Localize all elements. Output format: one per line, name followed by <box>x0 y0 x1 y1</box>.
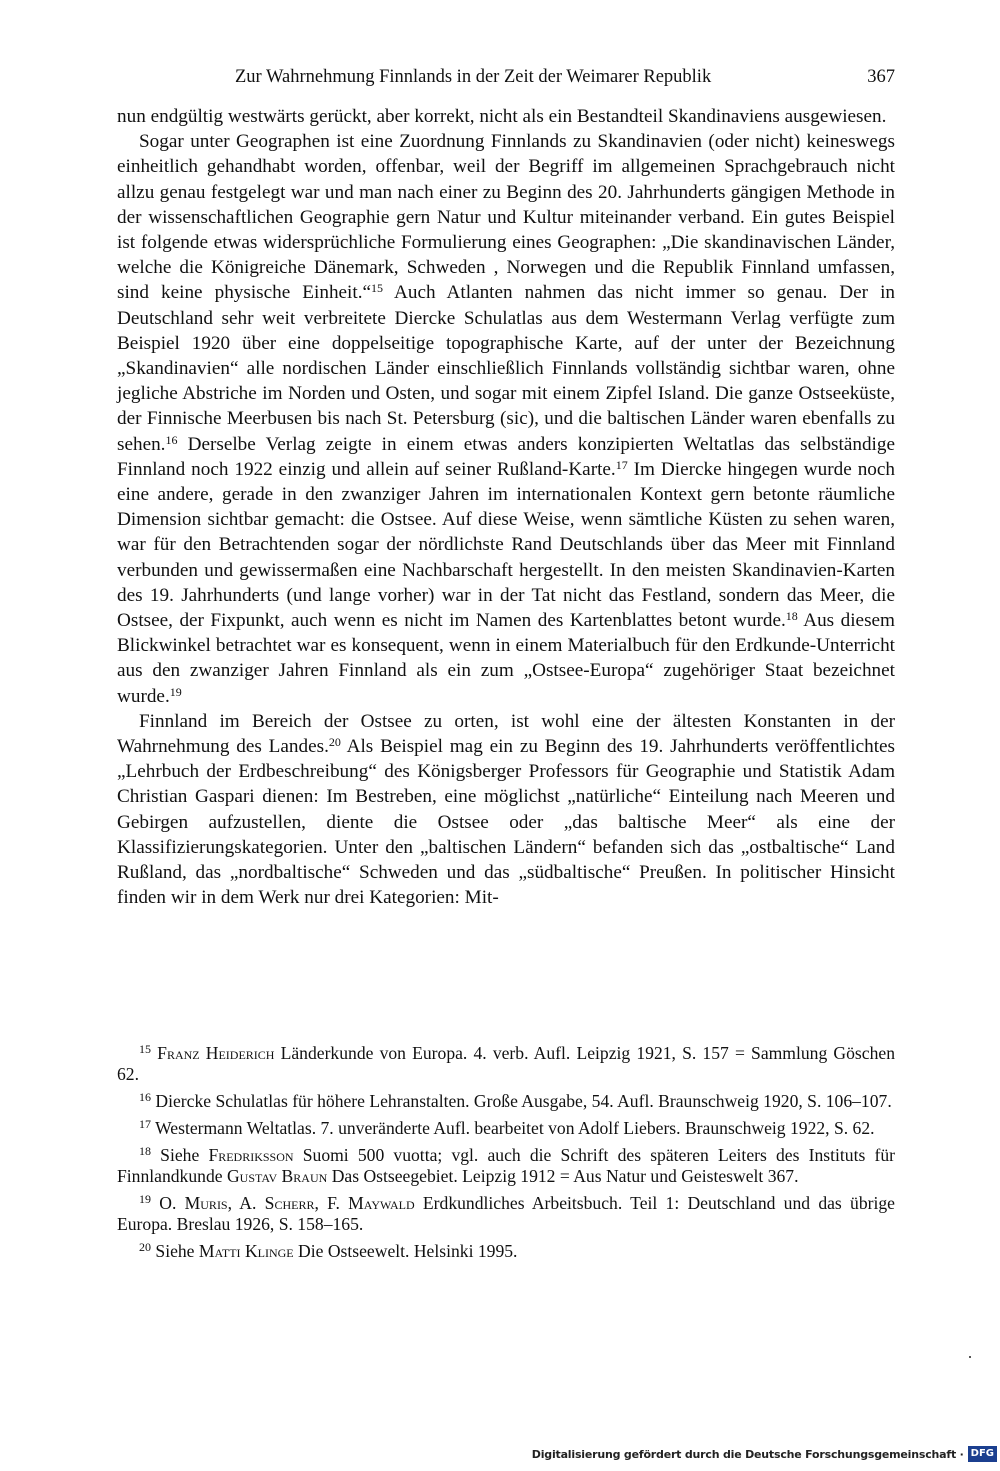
footnote-ref-18[interactable]: 18 <box>785 609 798 624</box>
digitization-credit <box>532 1445 997 1463</box>
footnote-15: $^{15}$ Franz Heiderich Länderkunde von Europa. 4. verb. Aufl. Leipzig 1921, S. 157 = Sammlung Göschen 62. <box>117 1042 895 1084</box>
dfg-logo-icon: DFG <box>968 1446 997 1462</box>
scan-speck <box>969 1356 971 1358</box>
paragraph-2: Sogar unter Geographen ist eine Zuordnung Finnlands zu Skandinavien (oder nicht) keineswegs einheitlich gehandhabt worden, offenbar, weil der Begriff im allgemeinen Sprachgebrauch nicht allzu genau festgelegt war und man nach einer zu Beginn des 20. Jahrhunderts gängigen Methode in der wissenschaftlichen Geographie gern Natur und Kultur miteinander verband. Ein gutes Beispiel ist folgende etwas widersprüchliche Formulierung eines Geographen: „Die skandinavischen Länder, welche die Königreiche Dänemark, Schweden , Norwegen und die Republik Finnland umfassen, sind keine physische Einheit.“$^{15}$ Auch Atlanten nahmen das nicht immer so genau. Der in Deutschland sehr weit verbreitete Diercke Schulatlas aus dem Westermann Verlag verfügte zum Beispiel 1920 über eine doppelseitige topographische Karte, auf der unter der Bezeichnung „Skandinavien“ alle nordischen Länder einschließlich Finnlands vollständig sichtbar waren, ohne jegliche Abstriche im Norden und Osten, und sogar mit einem Zipfel Island. Die ganze Ostseeküste, der Finnische Meerbusen bis nach St. Petersburg (sic), und die baltischen Länder waren ebenfalls zu sehen.$^{16}$ Derselbe Verlag zeigte in einem etwas anders konzipierten Weltatlas das selbständige Finnland noch 1922 einzig und allein auf seiner Rußland-Karte.$^{17}$ Im Diercke hingegen wurde noch eine andere, gerade in den zwanziger Jahren im internationalen Kontext gern betonte räumliche Dimension sichtbar gemacht: die Ostsee. Auf diese Weise, wenn sämtliche Küsten zu sehen waren, war für den Betrachtenden sogar der nördlichste Rand Deutschlands über das Meer mit Finnland verbunden und gewissermaßen eine Nachbarschaft hergestellt. In den meisten Skandinavien-Karten des 19. Jahrhunderts (und lange vorher) war in der Tat nicht das Festland, sondern das Meer, die Ostsee, der Fixpunkt, auch wenn es nicht im Namen des Kartenblattes betont wurde.$^{18}$ Aus diesem Blickwinkel betrachtet war es konsequent, wenn in einem Materialbuch für den Erdkunde-Unterricht aus den zwanziger Jahren Finnland als ein zum „Ostsee-Europa“ zugehöriger Staat bezeichnet wurde.$^{19}$ <box>117 131 895 707</box>
paragraph-3: Finnland im Bereich der Ostsee zu orten, ist wohl eine der ältesten Konstanten in der Wahrnehmung des Landes.$^{20}$ Als Beispiel mag ein zu Beginn des 19. Jahrhunderts veröffentlichtes „Lehrbuch der Erdbeschreibung“ des Königsberger Professors für Geographie und Statistik Adam Christian Gaspari dienen: Im Bestreben, eine möglichst „natürliche“ Einteilung nach Meeren und Gebirgen aufzustellen, diente die Ostsee oder „das baltische Meer“ als eine der Klassifizierungskategorien. Unter den „baltischen Ländern“ befanden sich das „ostbaltische“ Land Rußland, das „nordbaltische“ Schweden und das „südbaltische“ Preußen. In politischer Hinsicht finden wir in dem Werk nur drei Kategorien: Mit- <box>117 710 896 909</box>
footnote-17: $^{17}$ Westermann Weltatlas. 7. unveränderte Aufl. bearbeitet von Adolf Liebers. Braunschweig 1922, S. 62. <box>139 1117 875 1138</box>
footnote-19: $^{19}$ O. Muris, A. Scherr, F. Maywald Erdkundliches Arbeitsbuch. Teil 1: Deutschland und das übrige Europa. Breslau 1926, S. 158–165. <box>117 1192 895 1234</box>
main-text <box>117 104 895 911</box>
credit-text: Digitalisierung gefördert durch die Deutsche Forschungsgemeinschaft · <box>531 1447 964 1461</box>
footnote-16: $^{16}$ Diercke Schulatlas für höhere Lehranstalten. Große Ausgabe, 54. Aufl. Braunschweig 1920, S. 106–107. <box>139 1090 892 1111</box>
paragraph-1: nun endgültig westwärts gerückt, aber korrekt, nicht als ein Bestandteil Skandinaviens ausgewiesen. <box>117 106 887 127</box>
footnote-ref-16[interactable]: 16 <box>165 432 178 447</box>
footnote-ref-20[interactable]: 20 <box>328 735 341 750</box>
footnotes <box>117 1043 895 1268</box>
footnote-ref-17[interactable]: 17 <box>615 457 628 472</box>
footnote-18: $^{18}$ Siehe Fredriksson Suomi 500 vuotta; vgl. auch die Schrift des späteren Leiters des Instituts für Finnlandkunde Gustav Braun Das Ostseegebiet. Leipzig 1912 = Aus Natur und Geisteswelt 367. <box>117 1144 895 1186</box>
running-header <box>117 62 895 92</box>
running-title: Zur Wahrnehmung Finnlands in der Zeit der Weimarer Republik <box>235 67 712 87</box>
footnote-20: $^{20}$ Siehe Matti Klinge Die Ostseewelt. Helsinki 1995. <box>139 1240 518 1261</box>
page-number: 367 <box>867 67 895 87</box>
footnote-ref-19[interactable]: 19 <box>169 684 182 699</box>
footnote-ref-15[interactable]: 15 <box>371 281 384 296</box>
